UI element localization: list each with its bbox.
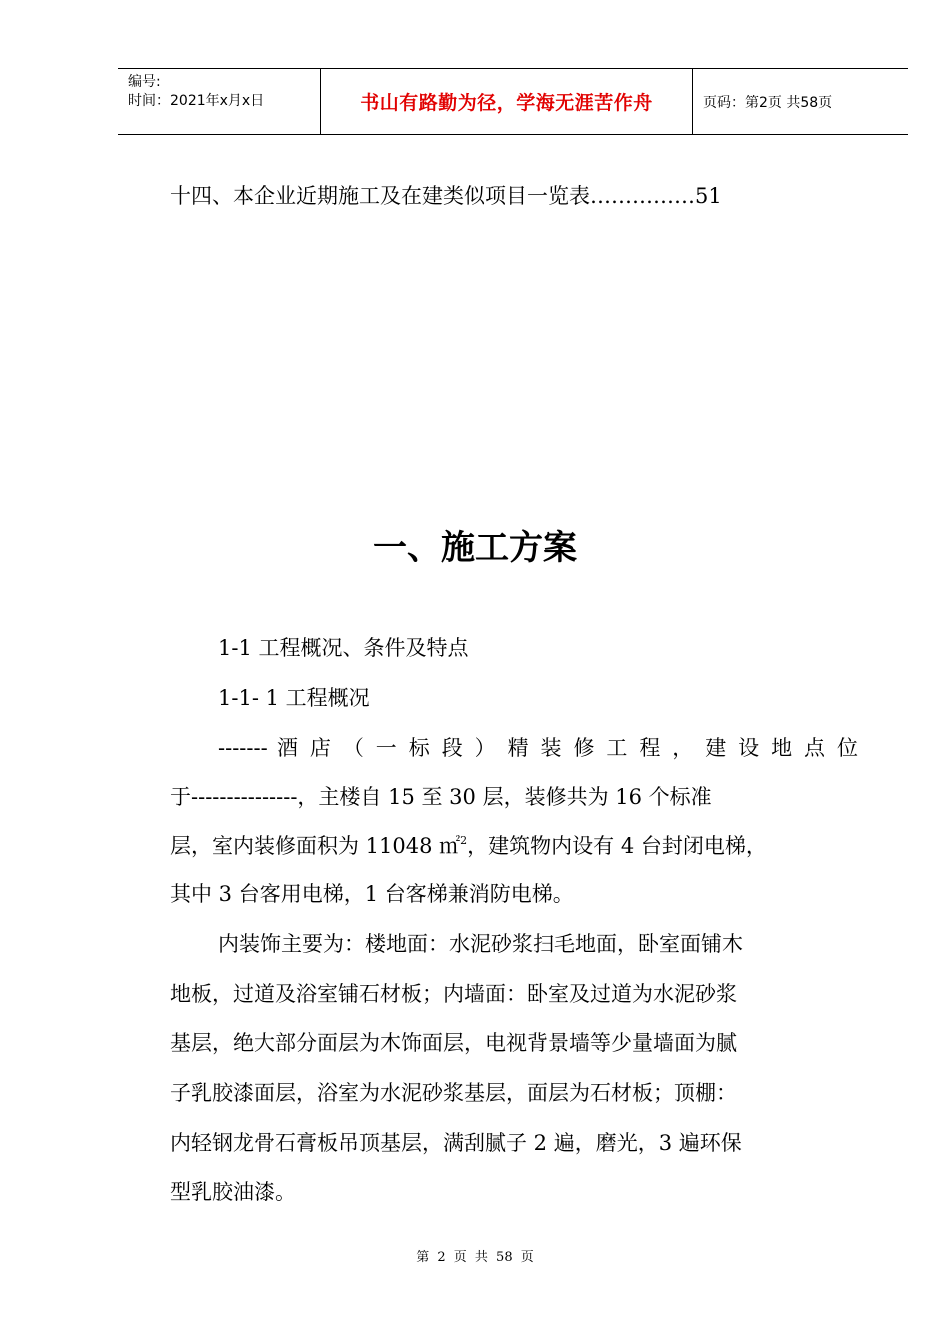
paragraph-line: 于---------------，主楼自 15 至 30 层，装修共为 16 个标准 (170, 785, 712, 809)
paragraph-text: 层，室内装修面积为 11048 ㎡ (170, 834, 461, 858)
paragraph-text: ，建筑物内设有 4 台封闭电梯， (467, 834, 767, 858)
paragraph-line: 其中 3 台客用电梯，1 台客梯兼消防电梯。 (170, 882, 574, 906)
sub-subsection-heading: 1-1- 1 工程概况 (218, 686, 370, 710)
paragraph-line: 地板，过道及浴室铺石材板；内墙面：卧室及过道为水泥砂浆 (170, 982, 737, 1006)
subsection-heading: 1-1 工程概况、条件及特点 (218, 636, 469, 660)
superscript-two: 2 (460, 834, 468, 847)
header-motto: 书山有路勤为径，学海无涯苦作舟 (320, 69, 693, 134)
header-page-number: 页码：第2页 共58页 (703, 94, 833, 111)
paragraph-line (170, 830, 767, 860)
paragraph-line: 基层，绝大部分面层为木饰面层，电视背景墙等少量墙面为腻 (170, 1031, 737, 1055)
paragraph-line: 子乳胶漆面层，浴室为水泥砂浆基层，面层为石材板；顶棚： (170, 1081, 737, 1105)
document-number-label: 编号: (128, 74, 161, 90)
paragraph-line: 内装饰主要为：楼地面：水泥砂浆扫毛地面，卧室面铺木 (218, 932, 743, 956)
page-header (118, 68, 908, 135)
paragraph-line: ------- 酒 店 （ 一 标 段 ） 精 装 修 工 程 ， 建 设 地 点 位 (218, 736, 858, 760)
document-time-label: 时间：2021年x月x日 (128, 93, 265, 109)
header-meta-cell (118, 69, 320, 134)
toc-entry: 十四、本企业近期施工及在建类似项目一览表……………51 (170, 184, 722, 208)
paragraph-line: 内轻钢龙骨石膏板吊顶基层，满刮腻子 2 遍，磨光，3 遍环保 (170, 1131, 742, 1155)
page-footer: 第 2 页 共 58 页 (416, 1250, 534, 1265)
paragraph-line: 型乳胶油漆。 (170, 1180, 296, 1204)
section-title: 一、施工方案 (373, 528, 577, 568)
